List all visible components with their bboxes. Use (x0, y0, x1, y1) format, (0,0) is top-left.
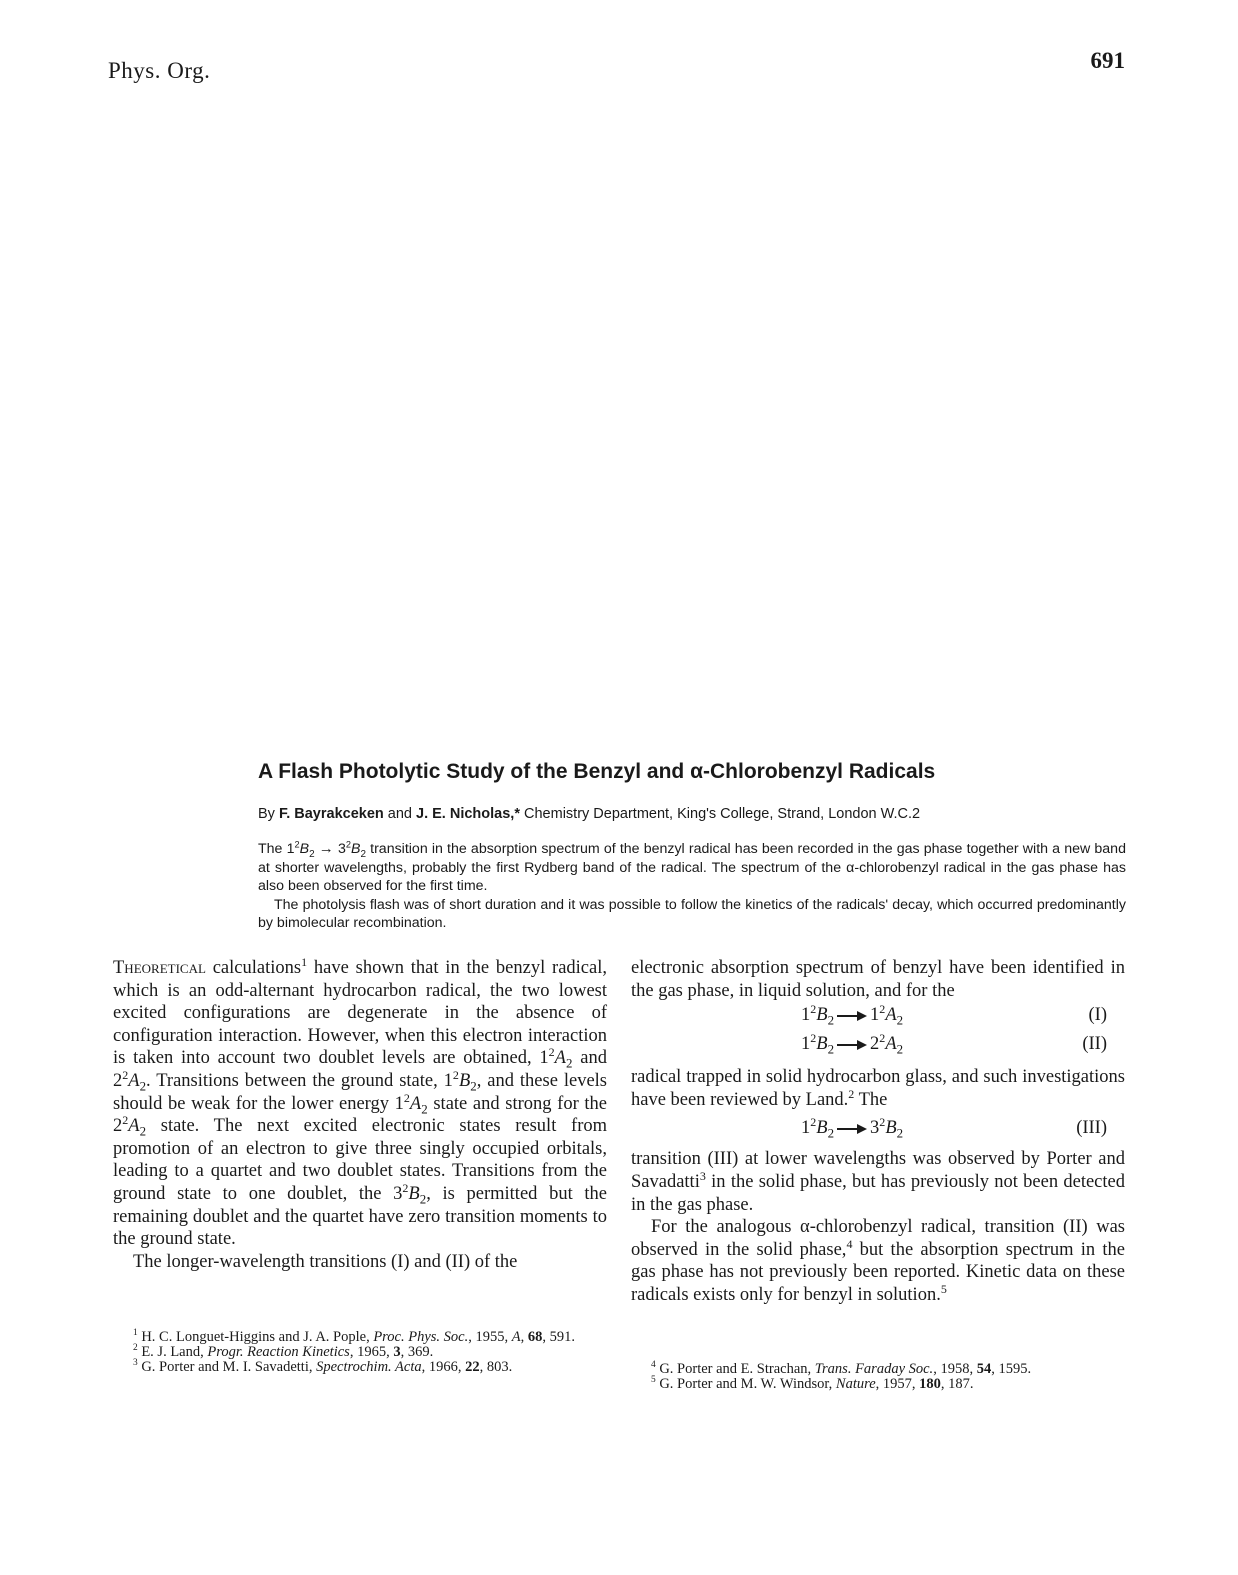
body-paragraph: Theoretical calculations$^1$ have shown that in the benzyl radical, which is an odd-alternant hydrocarbon radical, the two lowest excited configurations are degenerate in the absence of configuration interaction. However, when this electron interaction is taken into account two doublet levels are obtained, $1^2A_2$ and $2^2A_2$. Transitions between the ground state, $1^2B_2$, and these levels should be weak for the lower energy $1^2A_2$ state and strong for the $2^2A_2$ state. The next excited electronic states result from promotion of an electron to give three singly occupied orbitals, leading to a quartet and two doublet states. Transitions from the ground state to one doublet, the $3^2B_2$, is permitted but the remaining doublet and the quartet have zero transition moments to the ground state. (113, 954, 607, 1250)
equation-label: (III) (1076, 1118, 1107, 1139)
footnotes-right (631, 1362, 1125, 1392)
affiliation: Chemistry Department, King's College, Strand, London W.C.2 (524, 806, 921, 822)
equation-label: (II) (1082, 1034, 1107, 1055)
article-title: A Flash Photolytic Study of the Benzyl and α-Chlorobenzyl Radicals (258, 760, 936, 783)
body-paragraph: transition (III) at lower wavelengths was observed by Porter and Savadatti$^3$ in the solid phase, but has previously not been detected in the gas phase. (631, 1149, 1125, 1215)
abstract-paragraph-2: The photolysis flash was of short duration and it was possible to follow the kinetics of the radicals' decay, which occurred predominantly by bimolecular recombination. (258, 896, 1126, 931)
footnote: $^4$ G. Porter and E. Strachan, Trans. Faraday Soc., 1958, 54, 1595. (651, 1360, 1032, 1377)
author-2: J. E. Nicholas,* (416, 806, 520, 822)
byline (258, 806, 920, 822)
running-header-section: Phys. Org. (108, 58, 211, 83)
abstract-paragraph-1: The $1^2B_2 \to 3^2B_2$ transition in the absorption spectrum of the benzyl radical has been recorded in the gas phase together with a new band at shorter wavelengths, probably the first Rydberg band of the radical. The spectrum of the α-chlorobenzyl radical in the gas phase has also been observed for the first time. (258, 839, 1126, 894)
footnotes-left (113, 1330, 607, 1375)
author-1: F. Bayrakceken (278, 806, 384, 822)
footnote: $^3$ G. Porter and M. I. Savadetti, Spectrochim. Acta, 1966, 22, 803. (133, 1358, 513, 1375)
arrow-icon (837, 1124, 867, 1134)
body-paragraph: electronic absorption spectrum of benzyl have been identified in the gas phase, in liquid solution, and for the (631, 958, 1125, 1001)
equation-label: (I) (1088, 1005, 1107, 1026)
equation-1: $1^2B_2$ $1^2A_2$ (I) (801, 1002, 1107, 1028)
footnote: $^5$ G. Porter and M. W. Windsor, Nature, 1957, 180, 187. (651, 1375, 974, 1392)
byline-and: and (387, 806, 412, 822)
body-column-right (631, 957, 1125, 1307)
equation-3: $1^2B_2$ $3^2B_2$ (III) (801, 1115, 1107, 1142)
equation-2: $1^2B_2$ $2^2A_2$ (II) (801, 1031, 1107, 1057)
body-column-left (113, 954, 607, 1273)
abstract-transition-formula: $1^2B_2 \to 3^2B_2$ (286, 839, 366, 860)
footnote: $^1$ H. C. Longuet-Higgins and J. A. Pople, Proc. Phys. Soc., 1955, A, 68, 591. (133, 1328, 575, 1345)
page-number: 691 (1090, 48, 1125, 73)
body-paragraph: radical trapped in solid hydrocarbon glass, and such investigations have been reviewed by Land.$^2$ The (631, 1067, 1125, 1110)
footnote: $^2$ E. J. Land, Progr. Reaction Kinetics, 1965, 3, 369. (133, 1343, 434, 1360)
abstract (258, 840, 1126, 933)
body-paragraph: For the analogous α-chlorobenzyl radical, transition (II) was observed in the solid phase,$^4$ but the absorption spectrum in the gas phase has not previously been reported. Kinetic data on these radicals exists only for benzyl in solution.$^5$ (631, 1217, 1125, 1305)
body-paragraph: The longer-wavelength transitions (I) and (II) of the (133, 1251, 518, 1272)
arrow-icon (837, 1040, 867, 1050)
arrow-icon (837, 1011, 867, 1021)
byline-by: By (258, 806, 275, 822)
